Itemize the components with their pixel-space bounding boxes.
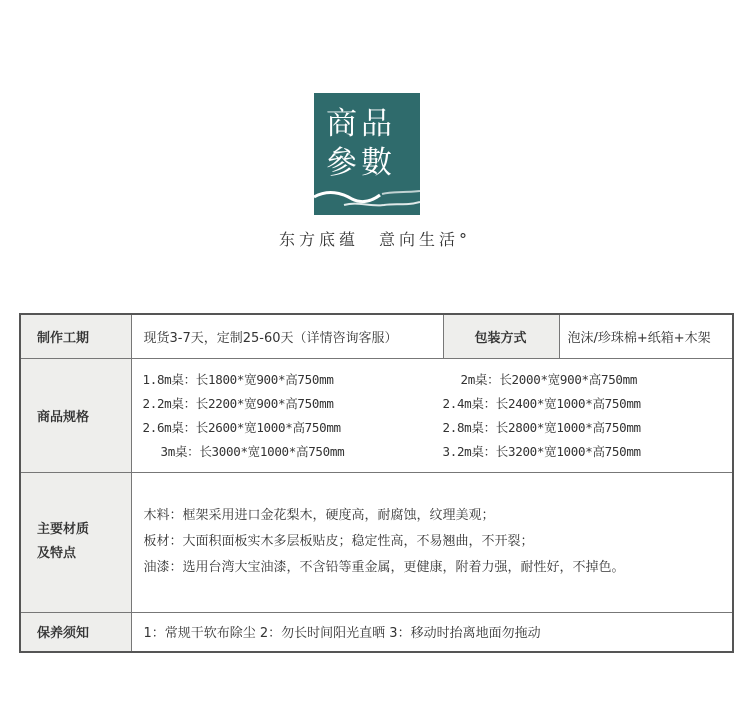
packaging-label: 包装方式 (443, 314, 559, 358)
spec-item: 2.4m桌：长2400*宽1000*高750mm (442, 396, 641, 411)
care-value: 1：常规干软布除尘 2：勿长时间阳光直晒 3：移动时抬离地面勿拖动 (131, 612, 733, 652)
production-time-label: 制作工期 (20, 314, 131, 358)
row-production-time (20, 314, 733, 358)
materials-label-line2: 及特点 (37, 546, 77, 561)
materials-label (20, 472, 131, 612)
spec-item: 2.2m桌：长2200*宽900*高750mm (142, 396, 334, 411)
tagline-part2: 意向生活° (379, 230, 472, 249)
row-specs (20, 358, 733, 472)
spec-item: 1.8m桌：长1800*宽900*高750mm (142, 372, 334, 387)
row-materials (20, 472, 733, 612)
product-parameters-table (19, 313, 734, 653)
tagline-part1: 东方底蕴 (278, 230, 359, 249)
specs-values (131, 358, 733, 472)
care-label: 保养须知 (20, 612, 131, 652)
material-line: 油漆：选用台湾大宝油漆，不含铅等重金属，更健康，附着力强，耐性好，不掉色。 (143, 560, 625, 575)
logo-text-line1: 商品 (326, 106, 396, 142)
materials-values (131, 472, 733, 612)
spec-item: 2.6m桌：长2600*宽1000*高750mm (142, 420, 341, 435)
packaging-value: 泡沫/珍珠棉+纸箱+木架 (559, 314, 733, 358)
production-time-value: 现货3-7天，定制25-60天（详情咨询客服） (131, 314, 443, 358)
material-line: 木料：框架采用进口金花梨木，硬度高，耐腐蚀，纹理美观； (143, 508, 495, 523)
material-line: 板材：大面积面板实木多层板贴皮；稳定性高，不易翘曲，不开裂； (143, 534, 534, 549)
materials-label-line1: 主要材质 (37, 522, 90, 537)
logo-text-line2: 參數 (326, 145, 396, 181)
spec-item: 3m桌：长3000*宽1000*高750mm (160, 444, 345, 459)
spec-item: 2m桌：长2000*宽900*高750mm (460, 372, 638, 387)
spec-item: 2.8m桌：长2800*宽1000*高750mm (442, 420, 641, 435)
specs-label: 商品规格 (20, 358, 131, 472)
spec-item: 3.2m桌：长3200*宽1000*高750mm (442, 444, 641, 459)
tagline (0, 227, 750, 250)
row-care (20, 612, 733, 652)
product-params-logo (314, 93, 420, 215)
